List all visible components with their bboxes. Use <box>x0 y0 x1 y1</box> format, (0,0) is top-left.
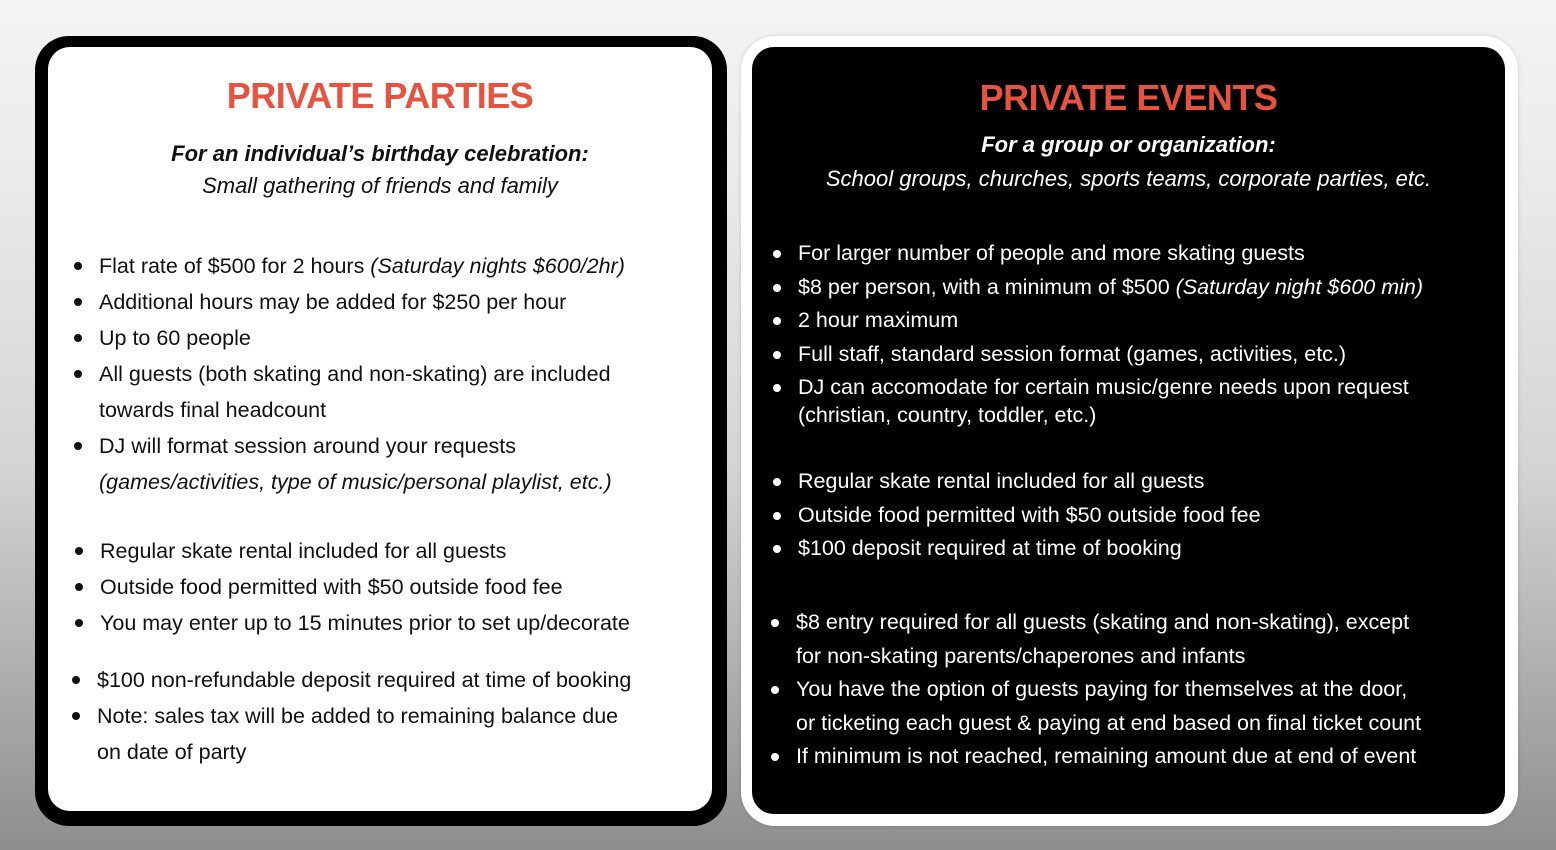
list-item-line: DJ can accomodate for certain music/genre needs upon request <box>798 375 1409 399</box>
list-item <box>770 374 1423 429</box>
list-item: Up to 60 people <box>71 320 625 356</box>
list-item: For larger number of people and more skating guests <box>770 240 1423 268</box>
list-item: Outside food permitted with $50 outside food fee <box>72 569 630 605</box>
list-item-text: $8 per person, with a minimum of $500 <box>798 274 1176 299</box>
list-item <box>71 356 625 428</box>
private-events-list-entry <box>768 606 1421 774</box>
private-parties-subtitle <box>48 138 712 202</box>
private-events-card <box>741 36 1518 826</box>
list-item <box>768 673 1421 740</box>
list-item-line: $8 entry required for all guests (skating and non-skating), except <box>796 610 1410 634</box>
private-parties-card <box>35 36 727 826</box>
list-item: $100 non-refundable deposit required at time of booking <box>69 662 631 698</box>
list-item: You may enter up to 15 minutes prior to set up/decorate <box>72 605 630 641</box>
list-item <box>768 606 1421 673</box>
private-events-list-pricing <box>770 240 1423 429</box>
private-events-title: PRIVATE EVENTS <box>979 77 1278 118</box>
list-item <box>69 698 631 770</box>
private-events-subtitle <box>752 128 1505 196</box>
list-item-line: Note: sales tax will be added to remaining balance due <box>97 704 619 728</box>
private-parties-list-deposit <box>69 662 631 770</box>
private-events-list-amenities <box>770 465 1261 566</box>
private-parties-list-pricing <box>71 248 625 500</box>
list-item-text: Flat rate of $500 for 2 hours <box>99 254 371 278</box>
list-item <box>770 274 1423 302</box>
list-item-line: DJ will format session around your requests <box>99 434 517 458</box>
list-item: If minimum is not reached, remaining amount due at end of event <box>768 740 1421 774</box>
list-item-line: on date of party <box>97 740 247 764</box>
list-item: 2 hour maximum <box>770 307 1423 335</box>
list-item-line: for non-skating parents/chaperones and infants <box>796 643 1246 668</box>
list-item-line: All guests (both skating and non-skating) are included <box>99 362 611 386</box>
private-events-subtitle-italic: School groups, churches, sports teams, corporate parties, etc. <box>825 166 1432 191</box>
list-item: Regular skate rental included for all guests <box>770 465 1261 499</box>
list-item-line: (christian, country, toddler, etc.) <box>798 402 1097 427</box>
list-item-note: (Saturday nights $600/2hr) <box>370 254 625 278</box>
private-parties-subtitle-italic: Small gathering of friends and family <box>202 173 558 198</box>
private-parties-title: PRIVATE PARTIES <box>226 75 534 116</box>
list-item <box>71 248 625 284</box>
private-parties-subtitle-bold: For an individual’s birthday celebration: <box>171 141 589 166</box>
list-item-line: You have the option of guests paying for themselves at the door, <box>796 677 1408 701</box>
private-parties-list-amenities <box>72 533 630 641</box>
list-item-line: towards final headcount <box>99 398 327 422</box>
list-item: Regular skate rental included for all guests <box>72 533 630 569</box>
list-item-line: or ticketing each guest & paying at end based on final ticket count <box>796 710 1422 735</box>
list-item-note: (Saturday night $600 min) <box>1175 274 1424 299</box>
private-parties-card-body <box>48 47 712 811</box>
list-item: Additional hours may be added for $250 per hour <box>71 284 625 320</box>
list-item: Full staff, standard session format (games, activities, etc.) <box>770 341 1423 369</box>
list-item <box>71 428 625 500</box>
list-item: $100 deposit required at time of booking <box>770 532 1261 566</box>
list-item-note: (games/activities, type of music/personal playlist, etc.) <box>99 470 612 494</box>
list-item: Outside food permitted with $50 outside food fee <box>770 499 1261 533</box>
private-events-card-body <box>752 47 1505 814</box>
private-events-subtitle-bold: For a group or organization: <box>981 132 1276 157</box>
